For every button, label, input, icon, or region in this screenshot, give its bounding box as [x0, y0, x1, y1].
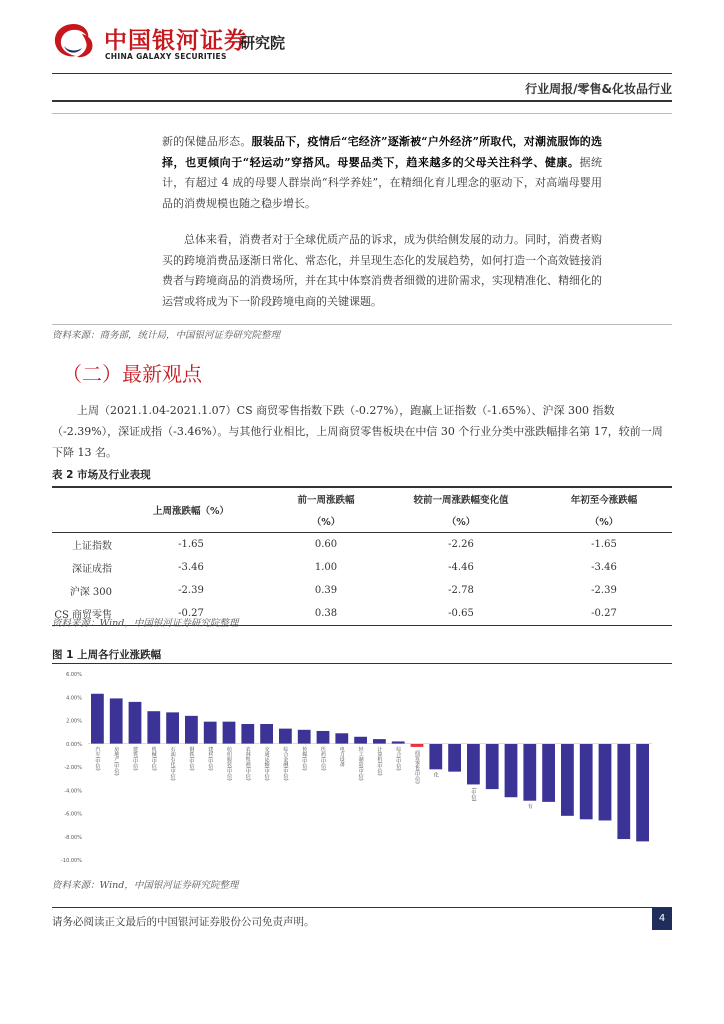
bar — [223, 722, 236, 744]
box-paragraph-1-lead: 新的保健品形态。 — [162, 135, 252, 148]
bar — [429, 744, 442, 770]
bar — [241, 724, 254, 744]
box-paragraph-1-tail: 据统计，有超过 4 成的母婴人群崇尚“科学养娃”，在精细化育儿理念的驱动下，对高端母婴用品的消费规模也随之稳步增长。 — [162, 155, 603, 210]
bar — [354, 737, 367, 744]
row-value: -0.27 — [536, 602, 672, 626]
table-unit: （%） — [386, 510, 536, 533]
y-tick-label: -4.00% — [64, 788, 82, 795]
y-tick-label: -2.00% — [64, 765, 82, 771]
category-label: 交通运输(中信) — [263, 746, 270, 781]
bar — [317, 731, 330, 744]
y-tick-label: 2.00% — [66, 718, 82, 725]
category-label: 综合(中信) — [395, 746, 402, 771]
bar — [467, 744, 480, 785]
row-value: -1.65 — [178, 539, 204, 550]
y-tick-label: -8.00% — [64, 834, 82, 841]
table-unit: （%） — [536, 510, 672, 533]
table-header-blank — [52, 487, 116, 510]
header-divider-bold — [52, 100, 672, 102]
header-divider — [52, 73, 672, 74]
market-performance-table — [52, 486, 672, 626]
research-institute-label: 研究院 — [240, 34, 286, 52]
figure-divider — [52, 663, 672, 664]
row-value: -2.39 — [591, 585, 617, 596]
box-paragraph-2: 总体来看，消费者对于全球优质产品的诉求，成为供给侧发展的动力。同时，消费者购买的跨境消费品逐渐日常化、常态化，并呈现生态化的发展趋势，如何打造一个高效链接消费者与跨境商品的消费场所，并在其中体察消费者细微的进阶需求，实现精准化、精细化的运营或将成为下一阶段跨境电商的关键课题。 — [162, 233, 602, 308]
category-label: 有 — [526, 803, 533, 809]
table-title: 表 2 市场及行业表现 — [52, 469, 151, 481]
row-value: 0.60 — [314, 539, 338, 550]
report-type: 行业周报/零售&化妆品行业 — [525, 82, 672, 96]
category-label: 汽车(中信) — [94, 746, 101, 771]
row-name: 沪深 300 — [69, 587, 112, 598]
figure-title: 图 1 上周各行业涨跌幅 — [52, 649, 162, 661]
bar — [335, 733, 348, 743]
bar — [411, 744, 424, 747]
bar — [260, 724, 273, 744]
bar — [580, 744, 593, 820]
row-value: 0.39 — [314, 585, 338, 596]
table-header-prev-week: 前一周涨跌幅 — [266, 487, 386, 510]
bar — [298, 730, 311, 744]
box-paragraph-1-bold: 服装品下，疫情后“宅经济”逐渐被“户外经济”所取代，对潮流服饰的选择，也更倾向于“轻运动”穿搭风。母婴品类下，趋来越多的父母关注科学、健康。 — [162, 135, 603, 169]
y-tick-label: -6.00% — [64, 811, 82, 818]
brand-name-en: CHINA GALAXY SECURITIES — [105, 52, 227, 61]
page-number: 4 — [652, 908, 672, 930]
category-label: 农林牧渔(中信) — [244, 746, 251, 781]
brand-name-cn: 中国银河证券 — [104, 28, 248, 54]
category-label: 商贸零售(中信) — [414, 749, 420, 784]
category-label: (中信) — [470, 787, 477, 802]
bar — [542, 744, 555, 802]
footer-divider — [52, 907, 672, 908]
category-label: 传媒(中信) — [301, 746, 308, 771]
y-tick-label: 4.00% — [66, 695, 82, 702]
table-header-change: 较前一周涨跌幅变化值 — [386, 487, 536, 510]
row-value: -3.46 — [178, 562, 204, 573]
row-name: 深证成指 — [72, 564, 112, 575]
bar — [392, 741, 405, 743]
category-label: 房地产(中信) — [113, 746, 120, 776]
bar — [599, 744, 612, 821]
row-name: 上证指数 — [72, 541, 112, 552]
table-header-blank-2 — [52, 510, 116, 533]
category-label: 机械(中信) — [150, 746, 157, 771]
bar — [486, 744, 499, 789]
text-box — [52, 113, 672, 325]
bar — [523, 744, 536, 801]
bar — [129, 702, 142, 744]
bar — [91, 694, 104, 744]
table-unit: （%） — [266, 510, 386, 533]
table-row — [52, 579, 672, 602]
bar — [636, 744, 649, 842]
row-value: -0.65 — [386, 602, 536, 626]
row-value: -2.78 — [448, 585, 474, 596]
bar — [617, 744, 630, 839]
table-header-ytd: 年初至今涨跌幅 — [536, 487, 672, 510]
table-row — [52, 556, 672, 579]
row-value: -3.46 — [591, 562, 617, 573]
y-tick-label: -10.00% — [61, 858, 82, 864]
section-paragraph: 上周（2021.1.04-2021.1.07）CS 商贸零售指数下跌（-0.27%），跑赢上证指数（-1.65%）、沪深 300 指数（-2.39%），深证成指（-3.46%）。与其他行业相比，上周商贸零售板块在中信 30 个行业分类中涨跌幅排名第 17，较前一周下降 13 名。 — [52, 404, 663, 459]
category-label: 医药(中信) — [320, 746, 326, 771]
bar — [147, 711, 160, 744]
bar — [185, 716, 198, 744]
bar — [110, 698, 123, 743]
row-value: -1.65 — [591, 539, 617, 550]
category-label: 建材(中信) — [207, 746, 214, 771]
figure-source: 资料来源：Wind，中国银河证券研究院整理 — [52, 880, 239, 891]
category-label: 石油石化(中信) — [169, 746, 176, 781]
row-name: CS 商贸零售 — [52, 602, 116, 626]
category-label: 综合金融(中信) — [282, 746, 289, 781]
section-title: （二）最新观点 — [62, 362, 202, 386]
category-label: 轻工制造(中信) — [357, 746, 364, 781]
row-value: -2.39 — [178, 585, 204, 596]
category-label: 钢铁(中信) — [188, 746, 195, 771]
category-label: 纺织服装(中信) — [226, 746, 232, 781]
bar — [279, 729, 292, 744]
industry-change-bar-chart — [52, 666, 672, 874]
table-source: 资料来源：Wind，中国银河证券研究院整理 — [52, 618, 239, 629]
row-value: -2.26 — [448, 539, 474, 550]
row-value: 1.00 — [314, 562, 338, 573]
category-label: 电力设备 — [338, 746, 345, 767]
table-header-last-week: 上周涨跌幅（%） — [116, 487, 266, 533]
bar — [204, 722, 217, 744]
bar — [561, 744, 574, 816]
category-label: 计算机(中信) — [376, 746, 383, 776]
category-label: 化 — [432, 772, 439, 778]
y-tick-label: 6.00% — [66, 672, 82, 678]
bar — [505, 744, 518, 797]
galaxy-logo-icon — [52, 20, 96, 60]
footer-disclaimer: 请务必阅读正文最后的中国银河证券股份公司免责声明。 — [52, 916, 315, 928]
bar — [166, 712, 179, 743]
category-label: 建筑(中信) — [132, 746, 138, 771]
bar — [448, 744, 461, 772]
y-tick-label: 0.00% — [66, 741, 82, 748]
bar — [373, 739, 386, 744]
row-value: -4.46 — [448, 562, 474, 573]
row-value: 0.38 — [266, 602, 386, 626]
box-paragraph-1 — [162, 132, 602, 214]
table-row — [52, 533, 672, 557]
row-value: -0.27 — [116, 602, 266, 626]
box-source: 资料来源：商务部，统计局，中国银河证券研究院整理 — [52, 330, 281, 341]
